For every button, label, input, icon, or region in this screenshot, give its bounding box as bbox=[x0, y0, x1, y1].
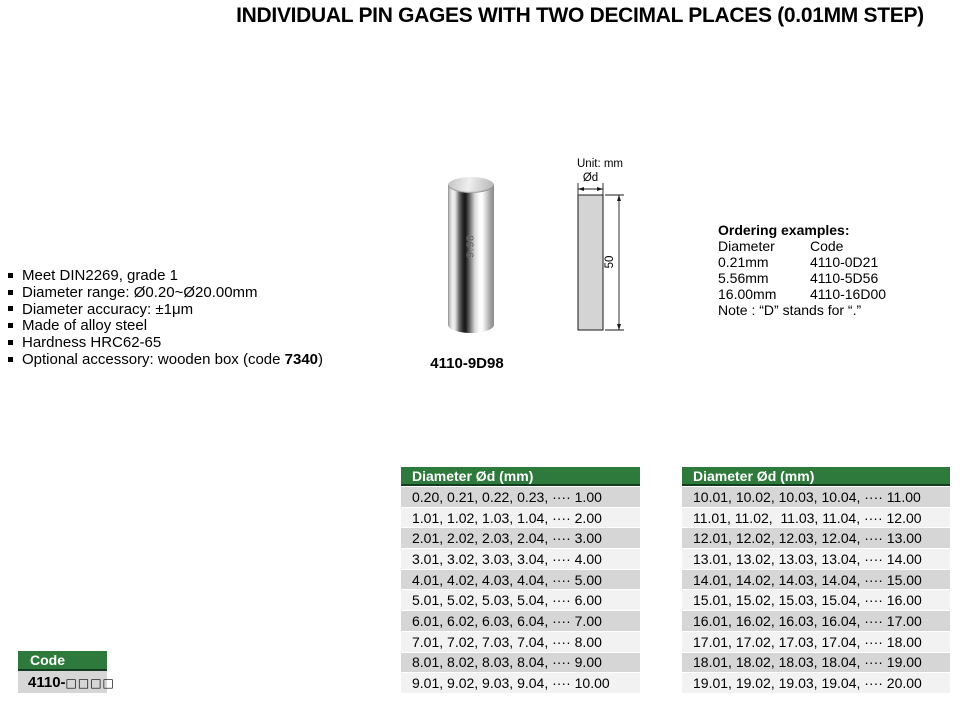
table-row: 9.01, 9.02, 9.03, 9.04, ···· 10.00 bbox=[401, 672, 640, 693]
pin-engraved-size: 9.98 bbox=[465, 233, 477, 258]
feature-item bbox=[8, 284, 323, 301]
feature-text: Optional accessory: wooden box (code 7340) bbox=[22, 350, 324, 368]
table-row: 1.01, 1.02, 1.03, 1.04, ···· 2.00 bbox=[401, 507, 640, 528]
code-box-header: Code bbox=[18, 651, 107, 671]
code-prefix: 4110- bbox=[28, 673, 66, 691]
unit-label: Unit: mm bbox=[577, 158, 623, 170]
ordering-row: 5.56mm 4110-5D56 bbox=[718, 270, 879, 286]
feature-text: Meet DIN2269, grade 1 bbox=[22, 266, 178, 284]
feature-text: Diameter range: Ø0.20~Ø20.00mm bbox=[22, 283, 258, 301]
feature-item bbox=[8, 317, 323, 334]
ordering-note: Note : “D” stands for “.” bbox=[718, 302, 862, 318]
code-placeholder-squares: □□□□ bbox=[65, 675, 115, 690]
table-row: 5.01, 5.02, 5.03, 5.04, ···· 6.00 bbox=[401, 589, 640, 610]
table-header: Diameter Ød (mm) bbox=[682, 467, 950, 486]
feature-item bbox=[8, 351, 323, 368]
ordering-row: 16.00mm 4110-16D00 bbox=[718, 286, 887, 302]
table-row: 19.01, 19.02, 19.03, 19.04, ···· 20.00 bbox=[682, 672, 950, 693]
table-row: 13.01, 13.02, 13.03, 13.04, ···· 14.00 bbox=[682, 548, 950, 569]
table-row: 8.01, 8.02, 8.03, 8.04, ···· 9.00 bbox=[401, 652, 640, 673]
table-row: 2.01, 2.02, 2.03, 2.04, ···· 3.00 bbox=[401, 527, 640, 548]
ordering-column-headers bbox=[718, 238, 886, 254]
ordering-row: 0.21mm 4110-0D21 bbox=[718, 254, 879, 270]
table-row: 16.01, 16.02, 16.03, 16.04, ···· 17.00 bbox=[682, 610, 950, 631]
feature-text: Made of alloy steel bbox=[22, 317, 148, 335]
ordering-heading: Ordering examples: bbox=[718, 222, 850, 238]
bullet-square-icon bbox=[8, 306, 13, 311]
table-row: 6.01, 6.02, 6.03, 6.04, ···· 7.00 bbox=[401, 610, 640, 631]
table-header: Diameter Ød (mm) bbox=[401, 467, 640, 486]
diameter-table-2 bbox=[682, 467, 950, 693]
table-row: 7.01, 7.02, 7.03, 7.04, ···· 8.00 bbox=[401, 631, 640, 652]
bullet-square-icon bbox=[8, 357, 13, 362]
diameter-dim-label: Ød bbox=[582, 172, 599, 184]
table-row: 17.01, 17.02, 17.03, 17.04, ···· 18.00 bbox=[682, 631, 950, 652]
ordering-col-diameter: Diameter bbox=[718, 238, 775, 254]
feature-item bbox=[8, 301, 323, 318]
pin-cylinder-body bbox=[448, 185, 494, 333]
ordering-examples bbox=[718, 222, 886, 318]
length-dim-label: 50 bbox=[604, 255, 616, 269]
dimension-drawing bbox=[555, 152, 645, 347]
table-row: 18.01, 18.02, 18.03, 18.04, ···· 19.00 bbox=[682, 652, 950, 673]
feature-text: Hardness HRC62-65 bbox=[22, 334, 162, 352]
table-row: 10.01, 10.02, 10.03, 10.04, ···· 11.00 bbox=[682, 486, 950, 507]
bullet-square-icon bbox=[8, 273, 13, 278]
table-row: 3.01, 3.02, 3.03, 3.04, ···· 4.00 bbox=[401, 548, 640, 569]
product-model-label: 4110-9D98 bbox=[430, 355, 504, 372]
code-box-value bbox=[18, 671, 115, 693]
gage-outline-rect bbox=[578, 195, 603, 330]
table-row: 15.01, 15.02, 15.03, 15.04, ···· 16.00 bbox=[682, 589, 950, 610]
order-code-box bbox=[18, 651, 115, 693]
page-title: INDIVIDUAL PIN GAGES WITH TWO DECIMAL PLACES (0.01MM STEP) bbox=[236, 4, 924, 27]
pin-cylinder-top bbox=[448, 177, 494, 193]
ordering-col-code: Code bbox=[810, 238, 844, 254]
table-row: 4.01, 4.02, 4.03, 4.04, ···· 5.00 bbox=[401, 569, 640, 590]
feature-list bbox=[8, 267, 323, 368]
pin-gage-photo bbox=[448, 177, 494, 333]
feature-item bbox=[8, 334, 323, 351]
diameter-table-1 bbox=[401, 467, 640, 693]
bullet-square-icon bbox=[8, 340, 13, 345]
feature-item bbox=[8, 267, 323, 284]
table-row: 14.01, 14.02, 14.03, 14.04, ···· 15.00 bbox=[682, 569, 950, 590]
feature-text: Diameter accuracy: ±1μm bbox=[22, 300, 194, 318]
bullet-square-icon bbox=[8, 323, 13, 328]
table-row: 0.20, 0.21, 0.22, 0.23, ···· 1.00 bbox=[401, 486, 640, 507]
table-row: 12.01, 12.02, 12.03, 12.04, ···· 13.00 bbox=[682, 527, 950, 548]
table-row: 11.01, 11.02, 11.03, 11.04, ···· 12.00 bbox=[682, 507, 950, 528]
bullet-square-icon bbox=[8, 290, 13, 295]
